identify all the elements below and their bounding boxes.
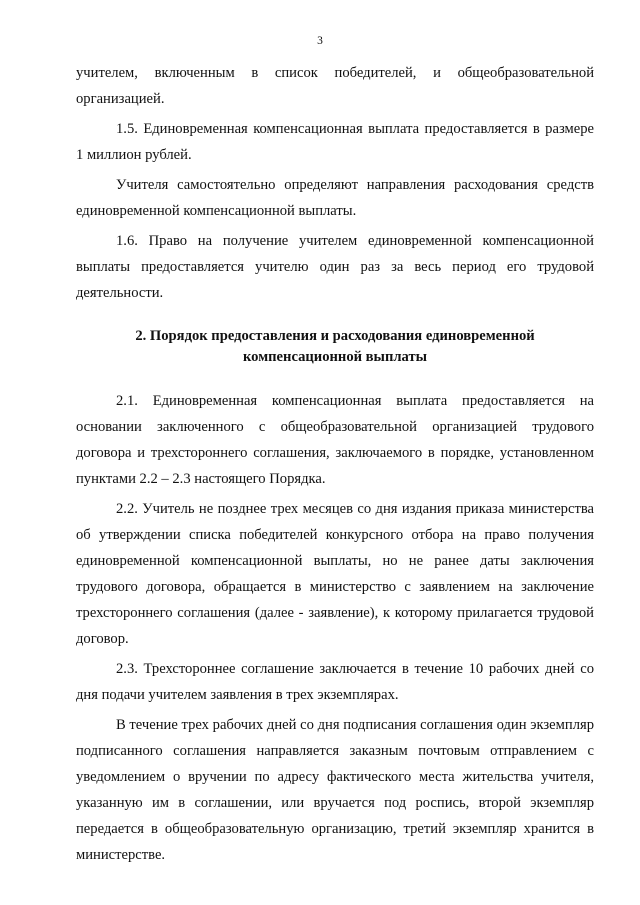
section-heading: 2. Порядок предоставления и расходования единовременной компенсационной выплаты	[135, 328, 535, 365]
paragraph-2-1: 2.1. Единовременная компенсационная выплата предоставляется на основании заключенного с общеобразовательной организацией трудового договора и трехстороннего соглашения, заключаемого в порядке, установленном пунктами 2.2 – 2.3 настоящего Порядка.	[76, 393, 594, 487]
paragraph-continuation: учителем, включенным в список победителей, и общеобразовательной организацией.	[76, 65, 594, 107]
paragraph-expenses: Учителя самостоятельно определяют направления расходования средств единовременной компенсационной выплаты.	[76, 177, 594, 219]
document-body	[76, 60, 594, 868]
paragraph-2-3: 2.3. Трехстороннее соглашение заключается в течение 10 рабочих дней со дня подачи учителем заявления в трех экземплярах.	[76, 661, 594, 703]
paragraph-2-2: 2.2. Учитель не позднее трех месяцев со дня издания приказа министерства об утверждении списка победителей конкурсного отбора на право получения единовременной компенсационной выплаты, но не ранее даты заключения трудового договора, обращается в министерство с заявлением на заключение трехстороннего соглашения (далее - заявление), к которому прилагается трудовой договор.	[76, 501, 594, 647]
page-number: 3	[317, 35, 323, 47]
paragraph-1-6: 1.6. Право на получение учителем единовременной компенсационной выплаты предоставляется учителю один раз за весь период его трудовой деятельности.	[76, 233, 594, 301]
paragraph-1-5: 1.5. Единовременная компенсационная выплата предоставляется в размере 1 миллион рублей.	[76, 121, 594, 163]
paragraph-delivery: В течение трех рабочих дней со дня подписания соглашения один экземпляр подписанного соглашения направляется заказным почтовым отправлением с уведомлением о вручении по адресу фактического места жительства учителя, указанную им в соглашении, или вручается под роспись, второй экземпляр передается в общеобразовательную организацию, третий экземпляр хранится в министерстве.	[76, 717, 594, 863]
